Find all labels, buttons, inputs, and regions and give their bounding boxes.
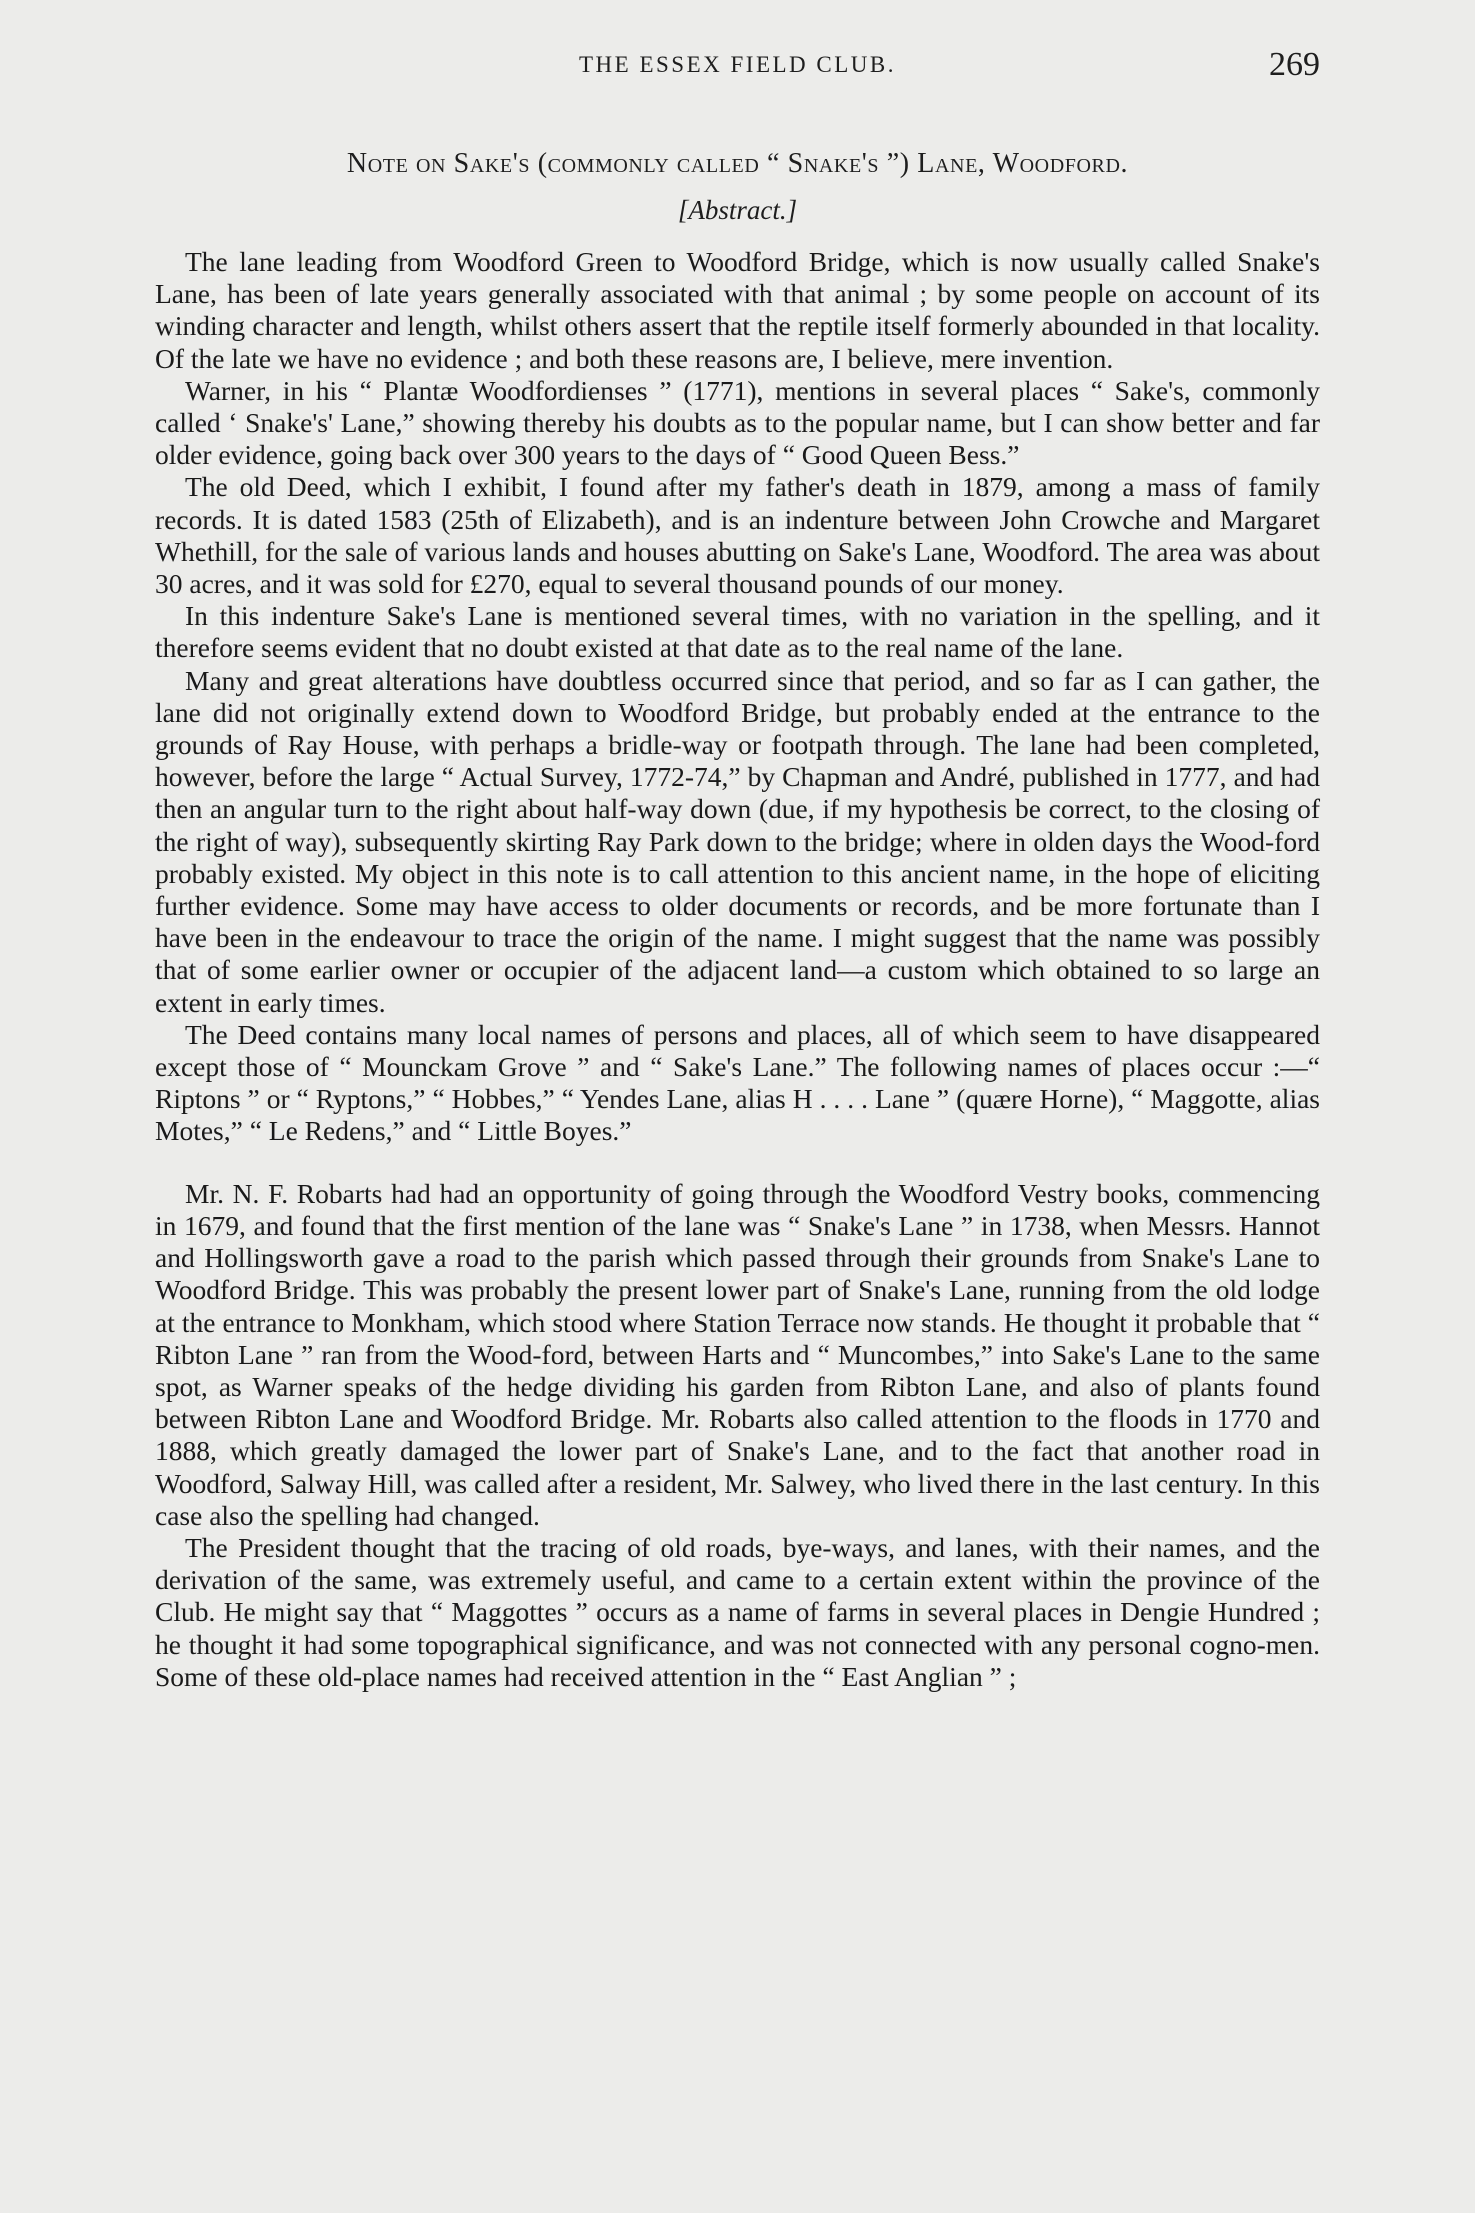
paragraph: The Deed contains many local names of persons and places, all of which seem to have disappeared except those of “ Mounckam Grove ” and “ Sake's Lane.” The following names of places occur :—“ Riptons ” or “ Ryptons,” “ Hobbes,” “ Yendes Lane, alias H . . . . Lane ” (quære Horne), “ Maggotte, alias Motes,” “ Le Redens,” and “ Little Boyes.”: [155, 1018, 1320, 1147]
body-text: [155, 246, 1320, 1693]
paragraph: Warner, in his “ Plantæ Woodfordienses ” (1771), mentions in several places “ Sake's, commonly called ‘ Snake's' Lane,” showing thereby his doubts as to the popular name, but I can show better and far older evidence, going back over 300 years to the days of “ Good Queen Bess.”: [155, 374, 1320, 471]
paragraph: The old Deed, which I exhibit, I found after my father's death in 1879, among a mass of family records. It is dated 1583 (25th of Elizabeth), and is an indenture between John Crowche and Margaret Whethill, for the sale of various lands and houses abutting on Sake's Lane, Woodford. The area was about 30 acres, and it was sold for £270, equal to several thousand pounds of our money.: [155, 471, 1320, 600]
running-title: THE ESSEX FIELD CLUB.: [579, 52, 896, 77]
paragraph: Mr. N. F. Robarts had had an opportunity of going through the Woodford Vestry books, commencing in 1679, and found that the first mention of the lane was “ Snake's Lane ” in 1738, when Messrs. Hannot and Hollingsworth gave a road to the parish which passed through their grounds from Snake's Lane to Woodford Bridge. This was probably the present lower part of Snake's Lane, running from the old lodge at the entrance to Monkham, which stood where Station Terrace now stands. He thought it probable that “ Ribton Lane ” ran from the Wood-ford, between Harts and “ Muncombes,” into Sake's Lane to the same spot, as Warner speaks of the hedge dividing his garden from Ribton Lane, and also of plants found between Ribton Lane and Woodford Bridge. Mr. Robarts also called attention to the floods in 1770 and 1888, which greatly damaged the lower part of Snake's Lane, and to the fact that another road in Woodford, Salway Hill, was called after a resident, Mr. Salwey, who lived there in the last century. In this case also the spelling had changed.: [155, 1177, 1320, 1531]
paragraph: The President thought that the tracing of old roads, bye-ways, and lanes, with their names, and the derivation of the same, was extremely useful, and came to a certain extent within the province of the Club. He might say that “ Maggottes ” occurs as a name of farms in several places in Dengie Hundred ; he thought it had some topographical significance, and was not connected with any personal cogno-men. Some of these old-place names had received attention in the “ East Anglian ” ;: [155, 1531, 1320, 1692]
article-title: Note on Sake's (commonly called “ Snake's ”) Lane, Woodford.: [346, 148, 1129, 179]
abstract-label: [Abstract.]: [677, 195, 798, 225]
page-number: 269: [1269, 46, 1320, 83]
running-head: [155, 46, 1320, 92]
paragraph: Many and great alterations have doubtless occurred since that period, and so far as I can gather, the lane did not originally extend down to Woodford Bridge, but probably ended at the entrance to the grounds of Ray House, with perhaps a bridle-way or footpath through. The lane had been completed, however, before the large “ Actual Survey, 1772-74,” by Chapman and André, published in 1777, and had then an angular turn to the right about half-way down (due, if my hypothesis be correct, to the closing of the right of way), subsequently skirting Ray Park down to the bridge; where in olden days the Wood-ford probably existed. My object in this note is to call attention to this ancient name, in the hope of eliciting further evidence. Some may have access to older documents or records, and be more fortunate than I have been in the endeavour to trace the origin of the name. I might suggest that the name was possibly that of some earlier owner or occupier of the adjacent land—a custom which obtained to so large an extent in early times.: [155, 664, 1320, 1018]
paragraph: The lane leading from Woodford Green to Woodford Bridge, which is now usually called Snake's Lane, has been of late years generally associated with that animal ; by some people on account of its winding character and length, whilst others assert that the reptile itself formerly abounded in that locality. Of the late we have no evidence ; and both these reasons are, I believe, mere invention.: [155, 246, 1320, 374]
paragraph: In this indenture Sake's Lane is mentioned several times, with no variation in the spelling, and it therefore seems evident that no doubt existed at that date as to the real name of the lane.: [155, 600, 1320, 664]
